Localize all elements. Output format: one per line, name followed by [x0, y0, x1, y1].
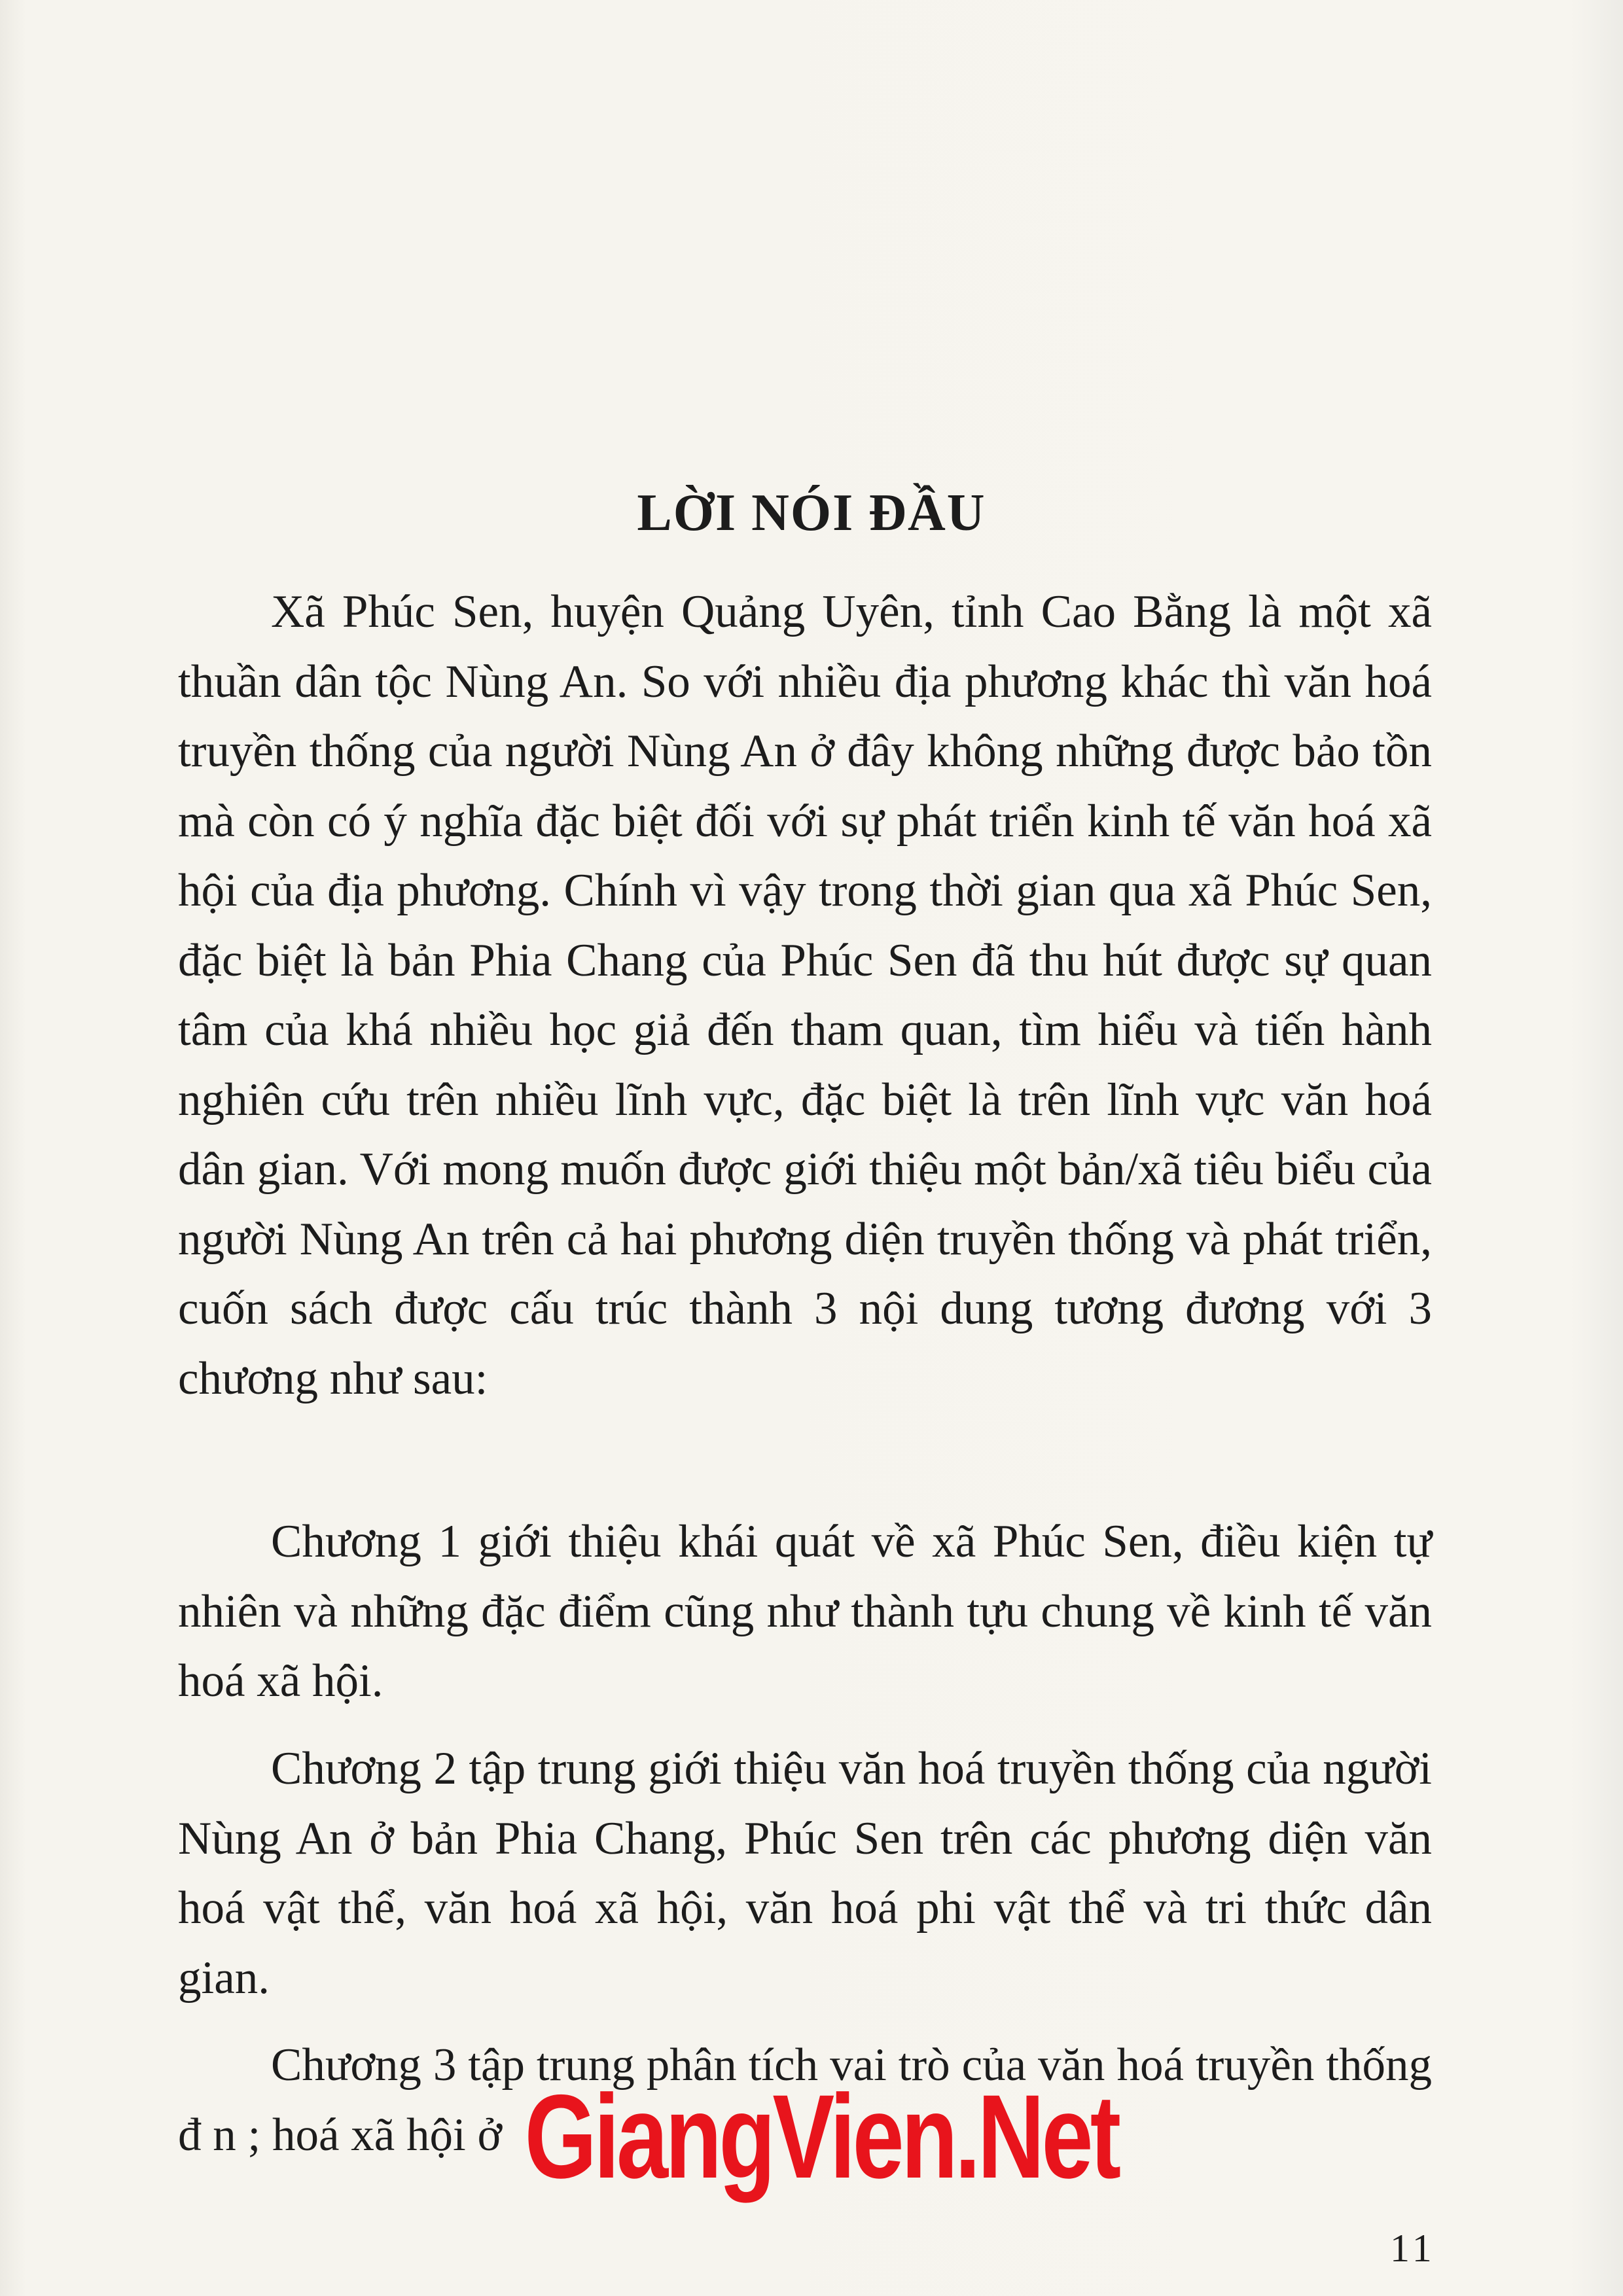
page-number: 11 [1390, 2227, 1436, 2270]
paragraph-text: Chương 3 tập trung phân tích vai trò của văn hoá truyền thống đ n ; hoá xã hội ở [178, 2040, 1432, 2161]
watermark-logo: GiangVien.Net [524, 2070, 1118, 2203]
paragraph-2 [178, 1507, 1432, 1716]
paragraph-text: Chương 2 tập trung giới thiệu văn hoá truyền thống của người Nùng An ở bản Phia Chang, Phúc Sen trên các phương diện văn hoá vật thể, văn hoá xã hội, văn hoá phi vật thể và tri thức dân gian. [178, 1743, 1432, 2004]
paragraph-3 [178, 1734, 1432, 2013]
page-title: LỜI NÓI ĐẦU [637, 484, 986, 542]
paragraph-1 [178, 577, 1432, 1413]
paragraph-text: Xã Phúc Sen, huyện Quảng Uyên, tỉnh Cao Bằng là một xã thuần dân tộc Nùng An. So với nhiều địa phương khác thì văn hoá truyền thống của người Nùng An ở đây không những được bảo tồn mà còn có ý nghĩa đặc biệt đối với sự phát triển kinh tế văn hoá xã hội của địa phương. Chính vì vậy trong thời gian qua xã Phúc Sen, đặc biệt là bản Phia Chang của Phúc Sen đã thu hút được sự quan tâm của khá nhiều học giả đến tham quan, tìm hiểu và tiến hành nghiên cứu trên nhiều lĩnh vực, đặc biệt là trên lĩnh vực văn hoá dân gian. Với mong muốn được giới thiệu một bản/xã tiêu biểu của người Nùng An trên cả hai phương diện truyền thống và phát triển, cuốn sách được cấu trúc thành 3 nội dung tương đương với 3 chương như sau: [178, 586, 1432, 1404]
paragraph-text: Chương 1 giới thiệu khái quát về xã Phúc Sen, điều kiện tự nhiên và những đặc điểm cũng như thành tựu chung về kinh tế văn hoá xã hội. [178, 1516, 1432, 1706]
bleed-through-text [177, 177, 1459, 249]
